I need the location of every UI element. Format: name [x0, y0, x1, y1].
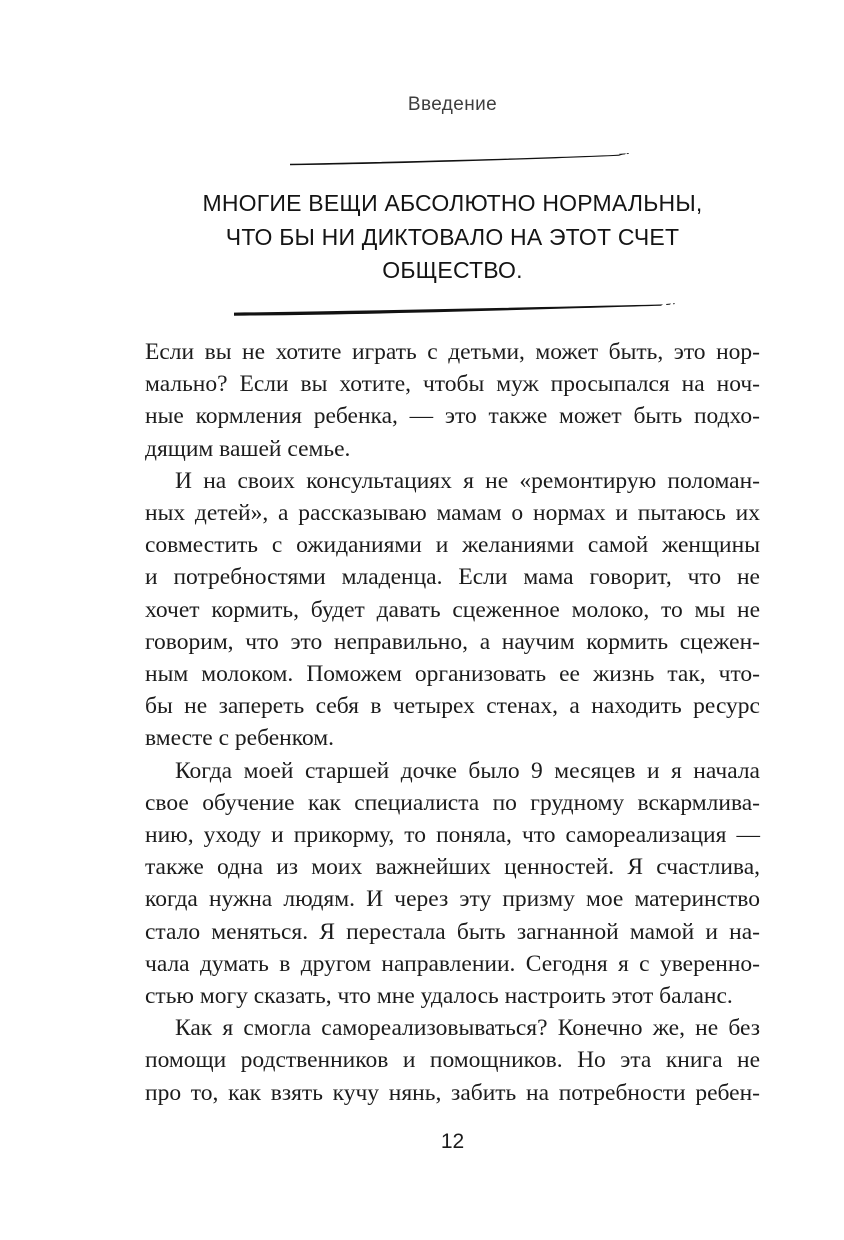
- paragraph: [145, 755, 760, 1013]
- pull-quote: [145, 187, 760, 288]
- text-line: хочет кормить, будет давать сцеженное молоко, то мы не: [145, 596, 760, 623]
- paragraph: [145, 336, 760, 465]
- text-line: вместе с ребенком.: [145, 725, 334, 752]
- page-number: 12: [440, 1130, 465, 1153]
- text-line: ные кормления ребенка, — это также может быть подхо-: [145, 403, 760, 430]
- text-line: когда нужна людям. И через эту призму мое материнство: [145, 886, 760, 913]
- text-line: чала думать в другом направлении. Сегодня я с уверенно-: [145, 950, 760, 977]
- brush-stroke-top-decoration: [289, 150, 629, 173]
- paragraph: [145, 1012, 760, 1109]
- brush-stroke-icon: [289, 150, 629, 168]
- text-line: Как я смогла самореализовываться? Конечно же, не без: [175, 1015, 760, 1042]
- paragraph: [145, 465, 760, 755]
- brush-stroke-bottom-decoration: [233, 298, 675, 325]
- text-line: совместить с ожиданиями и желаниями самой женщины: [145, 532, 760, 559]
- quote-line: ОБЩЕСТВО.: [382, 257, 523, 283]
- text-line: И на своих консультациях я не «ремонтирую поломан-: [175, 467, 760, 494]
- text-line: ных детей», а рассказываю мамам о нормах и пытаюсь их: [145, 500, 760, 527]
- body-text: [145, 336, 760, 1109]
- brush-stroke-icon: [233, 298, 675, 320]
- text-line: стало меняться. Я перестала быть загнанной мамой и на-: [145, 918, 760, 945]
- text-line: бы не запереть себя в четырех стенах, а находить ресурс: [145, 693, 760, 720]
- text-line: и потребностями младенца. Если мама говорит, что не: [145, 564, 760, 591]
- chapter-header: Введение: [407, 94, 498, 115]
- quote-line: МНОГИЕ ВЕЩИ АБСОЛЮТНО НОРМАЛЬНЫ,: [202, 190, 703, 216]
- text-line: стью могу сказать, что мне удалось настроить этот баланс.: [145, 983, 733, 1010]
- quote-line: ЧТО БЫ НИ ДИКТОВАЛО НА ЭТОТ СЧЕТ: [225, 223, 680, 250]
- text-line: дящим вашей семье.: [145, 435, 351, 462]
- text-line: про то, как взять кучу нянь, забить на потребности ребен-: [145, 1079, 760, 1106]
- text-line: ным молоком. Поможем организовать ее жизнь так, что-: [145, 661, 760, 688]
- text-line: говорим, что это неправильно, а научим кормить сцежен-: [145, 628, 760, 655]
- text-line: мально? Если вы хотите, чтобы муж просыпался на ноч-: [145, 371, 760, 398]
- text-line: Если вы не хотите играть с детьми, может быть, это нор-: [145, 339, 760, 365]
- text-line: помощи родственников и помощников. Но эта книга не: [145, 1047, 760, 1074]
- text-line: также одна из моих важнейших ценностей. Я счастлива,: [145, 854, 760, 881]
- text-line: Когда моей старшей дочке было 9 месяцев и я начала: [175, 757, 760, 784]
- text-line: свое обучение как специалиста по грудному вскармлива-: [145, 789, 760, 816]
- text-line: нию, уходу и прикорму, то поняла, что самореализация —: [145, 822, 760, 849]
